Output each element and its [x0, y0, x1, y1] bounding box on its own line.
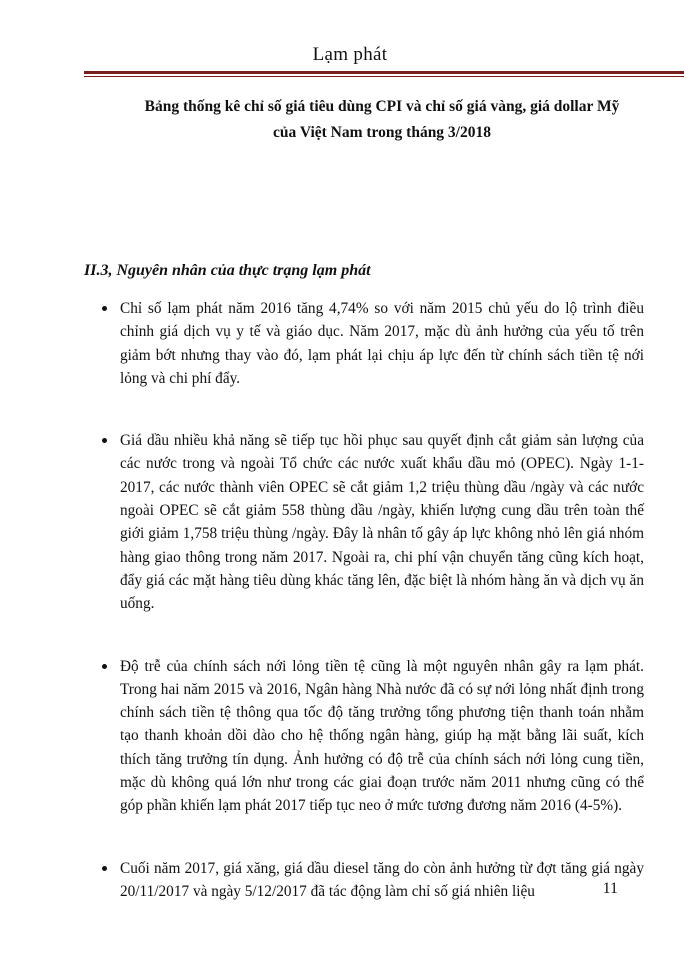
running-header-title: Lạm phát — [312, 44, 388, 65]
page-number: 11 — [602, 880, 618, 897]
header-rule — [84, 71, 684, 77]
bullet-icon — [102, 438, 107, 443]
table-caption-line-2: của Việt Nam trong tháng 3/2018 — [272, 124, 491, 141]
list-item-text: Cuối năm 2017, giá xăng, giá dầu diesel tăng do còn ảnh hưởng từ đợt tăng giá ngày 20/11/2017 và ngày 5/12/2017 đã tác động làm chỉ số giá nhiên liệu — [120, 859, 644, 900]
bullet-icon — [102, 866, 107, 871]
list-item-text: Độ trễ của chính sách nới lỏng tiền tệ cũng là một nguyên nhân gây ra lạm phát. Trong hai năm 2015 và 2016, Ngân hàng Nhà nước đã có sự nới lỏng nhất định trong chính sách tiền tệ thông qua tốc độ tăng trưởng tổng phương tiện thanh toán nhằm tạo thanh khoản dồi dào cho hệ thống ngân hàng, giúp hạ mặt bằng lãi suất, kích thích tăng trưởng tín dụng. Ảnh hưởng có độ trễ của chính sách nới lỏng cung tiền, mặc dù không quá lớn như trong các giai đoạn trước năm 2011 nhưng cũng có thể góp phần khiến lạm phát 2017 tiếp tục neo ở mức tương đương năm 2016 (4-5%). — [120, 657, 644, 815]
list-item — [84, 655, 644, 818]
bullet-icon — [102, 664, 107, 669]
list-item — [84, 297, 644, 390]
list-item-text: Giá dầu nhiều khả năng sẽ tiếp tục hồi phục sau quyết định cắt giảm sản lượng của các nước trong và ngoài Tổ chức các nước xuất khẩu dầu mỏ (OPEC). Ngày 1-1-2017, các nước thành viên OPEC sẽ cắt giảm 1,2 triệu thùng dầu /ngày và các nước ngoài OPEC sẽ cắt giảm 558 thùng dầu /ngày, khiến lượng cung dầu trên toàn thế giới giảm 1,758 triệu thùng /ngày. Đây là nhân tố gây áp lực không nhỏ lên giá nhóm hàng giao thông trong năm 2017. Ngoài ra, chi phí vận chuyển tăng cũng kích hoạt, đẩy giá các mặt hàng tiêu dùng khác tăng lên, đặc biệt là nhóm hàng ăn và dịch vụ ăn uống. — [120, 432, 644, 613]
list-item-text: Chỉ số lạm phát năm 2016 tăng 4,74% so với năm 2015 chủ yếu do lộ trình điều chỉnh giá dịch vụ y tế và giáo dục. Năm 2017, mặc dù ảnh hưởng của yếu tố trên giảm bớt nhưng thay vào đó, lạm phát lại chịu áp lực đến từ chính sách tiền tệ nới lỏng và chi phí đẩy. — [120, 300, 644, 387]
list-item — [84, 857, 644, 904]
bullet-list — [84, 297, 644, 903]
bullet-icon — [102, 306, 107, 311]
list-item — [84, 429, 644, 615]
section-heading: II.3, Nguyên nhân của thực trạng lạm phát — [84, 262, 371, 279]
table-caption — [80, 94, 684, 146]
table-caption-line-1: Bảng thống kê chỉ số giá tiêu dùng CPI và chỉ số giá vàng, giá dollar Mỹ — [144, 98, 620, 115]
